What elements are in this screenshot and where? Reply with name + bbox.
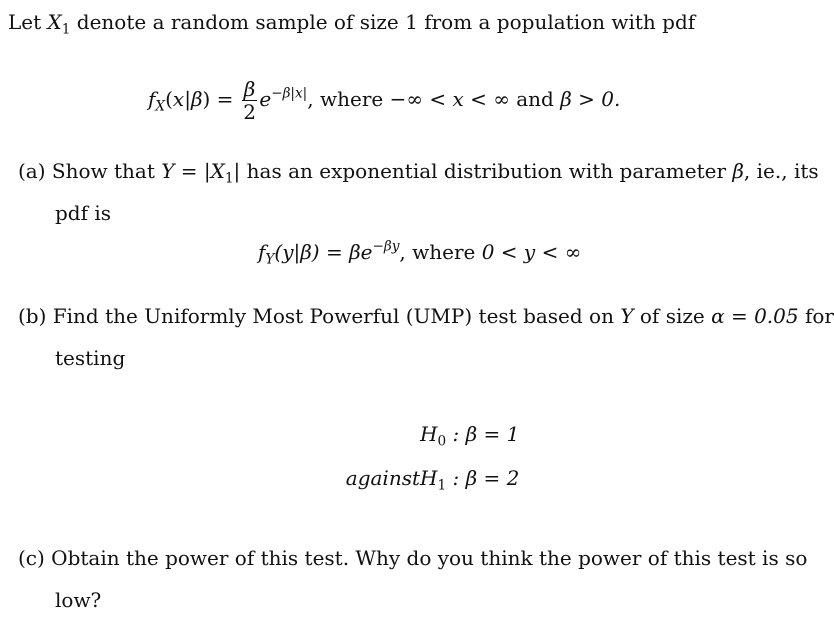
pdf-y-equation [258,238,582,268]
part-a-sub-1: 1 [224,170,234,187]
pdf-x-sub: X [155,98,166,115]
pdf-y-f: f [258,240,266,264]
part-b-label: (b) [18,304,47,328]
var-x-subscript: 1 [61,21,71,38]
pdf-x-frac-num: β [243,77,256,101]
pdf-x-equation [148,76,620,122]
part-a-text-2: has an exponential distribution with parameter [240,159,733,183]
h1-label: against [345,466,420,490]
part-c-line-1 [18,546,807,570]
part-a-line-1 [18,159,819,187]
pdf-y-comma: , [399,240,406,264]
part-b-text-1: Find the Uniformly Most Powerful (UMP) test based on [46,304,621,328]
part-a-text-1: Show that [45,159,162,183]
pdf-x-where: where [313,87,390,111]
pdf-x-var: x [172,87,185,111]
pdf-y-exponent: −βy [372,238,400,255]
part-a-line-2: pdf is [55,201,112,225]
pdf-x-e: e [259,87,272,111]
pdf-x-fraction [242,78,258,123]
pdf-x-beta-cond: β > 0. [560,87,621,111]
part-a-text-3: , ie., its [743,159,819,183]
var-x: X [47,10,62,34]
h1-subscript: 1 [437,477,447,494]
pdf-x-comma: , [307,87,314,111]
intro-line [8,10,696,38]
part-b-text-2: of size [633,304,712,328]
pdf-x-exponent: −β|x| [271,85,308,102]
h1-rest: : β = 2 [446,466,520,490]
h0-rest: : β = 1 [446,422,520,446]
intro-prefix: Let [8,10,48,34]
pdf-y-args: (y|β) = βe [274,240,373,264]
h0-symbol: H [420,422,438,446]
pdf-x-f: f [148,87,156,111]
pdf-x-open: ( [165,87,173,111]
intro-suffix: denote a random sample of size 1 from a population with pdf [70,10,696,34]
part-b-text-3: for [798,304,834,328]
pdf-x-beta: β [190,87,203,111]
part-c-line-2: low? [55,588,102,612]
part-c-label: (c) [18,546,45,570]
part-b-alpha: α = 0.05 [711,304,799,328]
pdf-x-close: ) = [202,87,234,111]
part-b-line-1 [18,304,834,328]
part-b-y: Y [620,304,634,328]
pdf-x-frac-den: 2 [243,100,256,124]
part-a-close-bar: | [233,159,241,183]
part-a-label: (a) [18,159,46,183]
part-c-text: Obtain the power of this test. Why do you think the power of this test is so [44,546,808,570]
pdf-x-and: and [509,87,561,111]
hypothesis-null [328,422,520,450]
part-a-beta: β [732,159,744,183]
part-b-line-2: testing [55,346,126,370]
pdf-x-bar: | [184,87,191,111]
h1-symbol: H [420,466,438,490]
pdf-x-condition: −∞ < x < ∞ [389,87,510,111]
pdf-y-where: where [405,240,482,264]
part-a-y-eq: Y = |X [161,159,225,183]
pdf-y-sub: Y [265,251,275,268]
h0-subscript: 0 [437,433,447,450]
pdf-y-condition: 0 < y < ∞ [481,240,582,264]
hypothesis-alternative [328,466,520,494]
